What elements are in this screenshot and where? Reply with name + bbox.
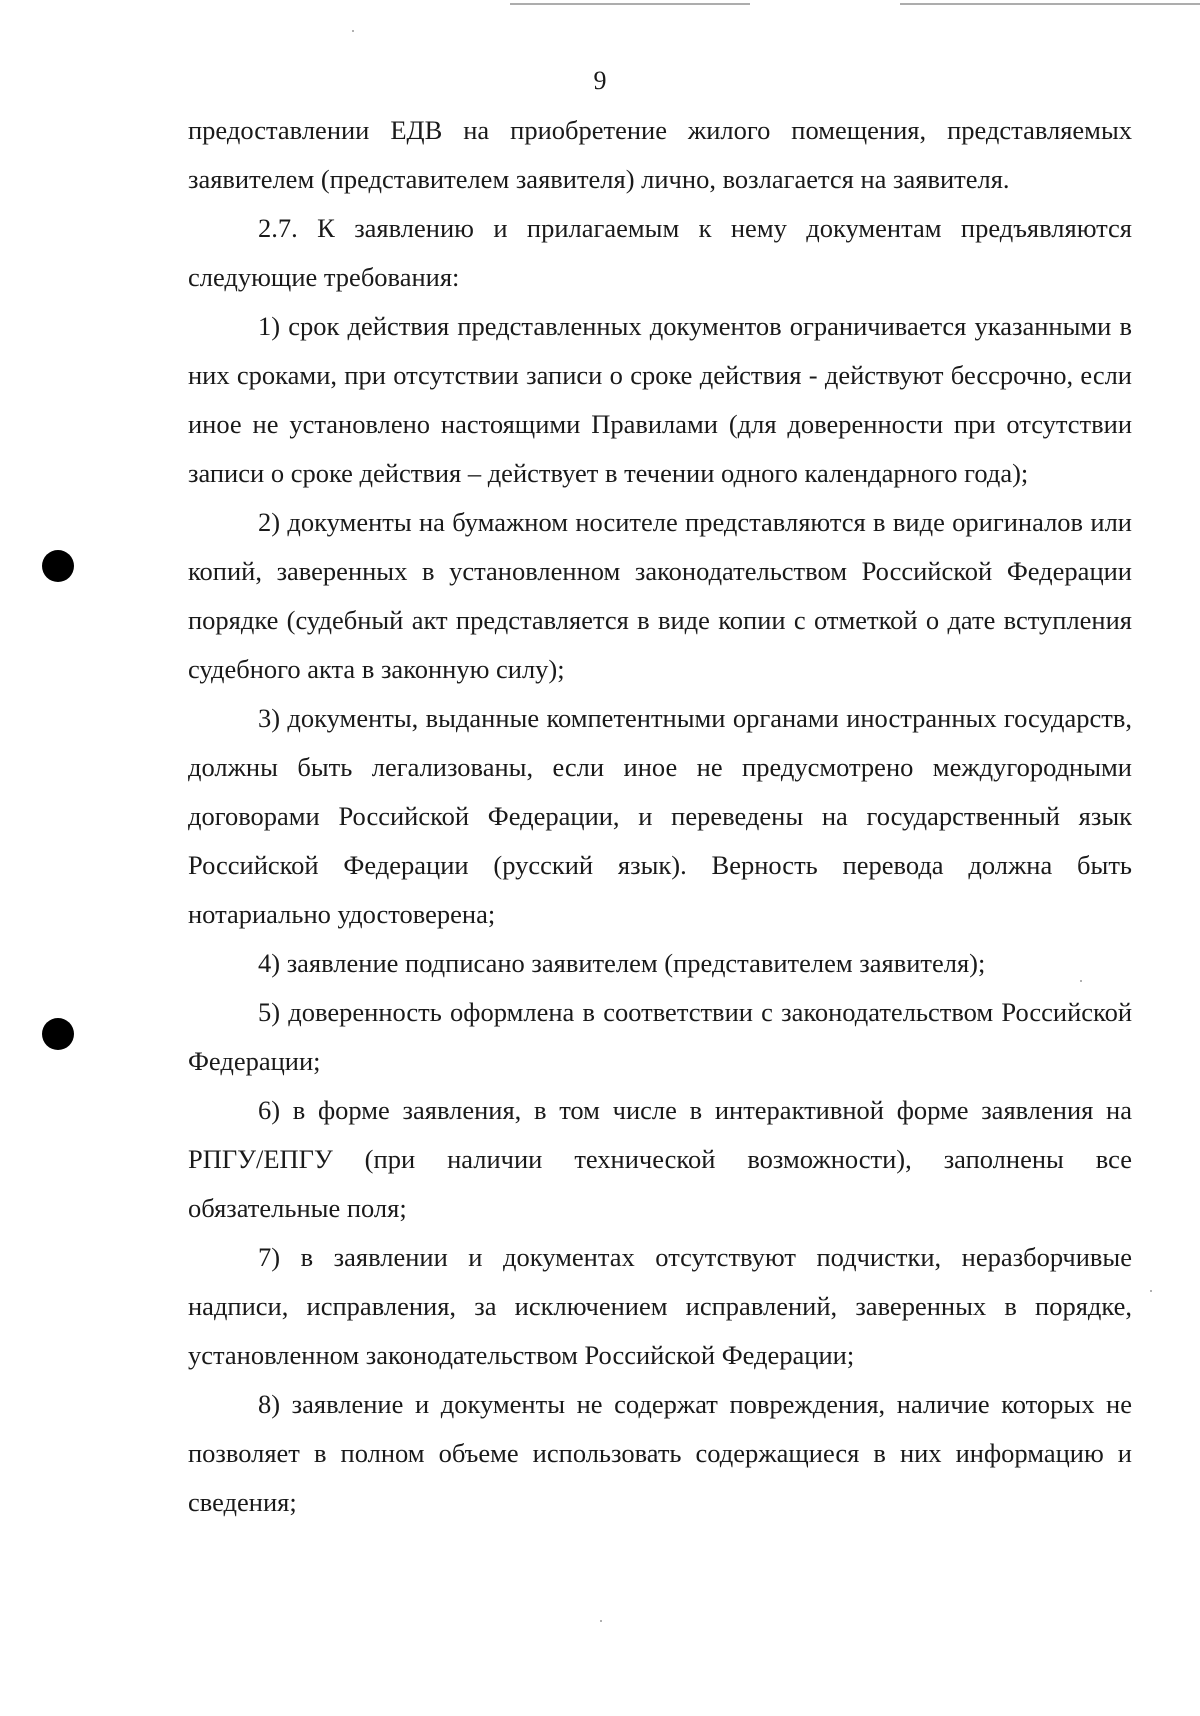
page-number: 9 bbox=[593, 66, 607, 95]
requirement-item-8: 8) заявление и документы не содержат повреждения, наличие которых не позволяет в полном объеме использовать содержащиеся в них информацию и сведения; bbox=[188, 1389, 1132, 1517]
paragraph-continuation: предоставлении ЕДВ на приобретение жилого помещения, представляемых заявителем (представителем заявителя) лично, возлагается на заявителя. bbox=[188, 115, 1132, 194]
scan-edge-line bbox=[510, 3, 750, 5]
requirement-item-7: 7) в заявлении и документах отсутствуют подчистки, неразборчивые надписи, исправления, за исключением исправлений, заверенных в порядке, установленном законодательством Российской Федерации; bbox=[188, 1242, 1132, 1370]
requirement-item-6: 6) в форме заявления, в том числе в интерактивной форме заявления на РПГУ/ЕПГУ (при наличии технической возможности), заполнены все обязательные поля; bbox=[188, 1095, 1132, 1223]
scan-speck bbox=[600, 1620, 602, 1622]
scan-speck bbox=[1150, 1290, 1152, 1292]
requirement-item-3: 3) документы, выданные компетентными органами иностранных государств, должны быть легализованы, если иное не предусмотрено междугородными договорами Российской Федерации, и переведены на государственный язык Российской Федерации (русский язык). Верность перевода должна быть нотариально удостоверена; bbox=[188, 703, 1132, 929]
punch-hole bbox=[42, 1018, 74, 1050]
requirement-item-1: 1) срок действия представленных документов ограничивается указанными в них сроками, при отсутствии записи о сроке действия - действуют бессрочно, если иное не установлено настоящими Правилами (для доверенности при отсутствии записи о сроке действия – действует в течении одного календарного года); bbox=[188, 311, 1132, 488]
punch-hole bbox=[42, 550, 74, 582]
scan-edge-line bbox=[900, 3, 1200, 5]
document-body bbox=[188, 106, 1132, 1527]
paragraph-section-2-7: 2.7. К заявлению и прилагаемым к нему документам предъявляются следующие требования: bbox=[188, 213, 1132, 292]
scan-speck bbox=[352, 30, 354, 32]
requirement-item-4: 4) заявление подписано заявителем (представителем заявителя); bbox=[258, 948, 986, 978]
requirement-item-2: 2) документы на бумажном носителе представляются в виде оригиналов или копий, заверенных в установленном законодательством Российской Федерации порядке (судебный акт представляется в виде копии с отметкой о дате вступления судебного акта в законную силу); bbox=[188, 507, 1132, 684]
requirement-item-5: 5) доверенность оформлена в соответствии с законодательством Российской Федерации; bbox=[188, 997, 1132, 1076]
